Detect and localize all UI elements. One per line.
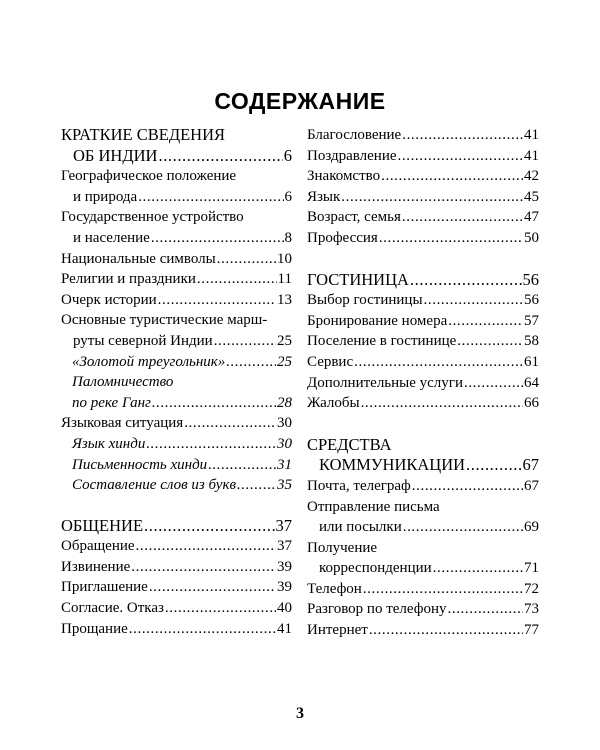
toc-entry-page: 66 [524, 395, 539, 412]
toc-entry-title: Географическое положение [61, 168, 237, 185]
toc-section-heading [61, 516, 292, 537]
toc-entry-title: Религии и праздники [61, 271, 196, 288]
dot-leader [457, 331, 523, 352]
toc-entry-page: 41 [524, 147, 539, 164]
dot-leader [412, 476, 523, 497]
toc-entry-line [307, 146, 539, 167]
toc-entry [307, 146, 539, 167]
toc-entry-title: Языковая ситуация [61, 415, 184, 432]
toc-entry-line [307, 558, 539, 579]
toc-entry-title: ОБЩЕНИЕ [61, 515, 144, 535]
toc-entry [61, 269, 292, 290]
toc-entry-page: 30 [277, 435, 292, 452]
toc-entry [307, 476, 539, 497]
section-spacer [307, 249, 539, 270]
toc-entry [307, 290, 539, 311]
toc-section-heading [307, 270, 539, 291]
toc-entry-line [61, 249, 292, 270]
toc-entry-page: 45 [524, 188, 539, 205]
toc-entry-page: 71 [524, 560, 539, 577]
toc-entry-page: 30 [277, 415, 292, 432]
dot-leader [398, 146, 523, 167]
toc-entry-line [307, 187, 539, 208]
dot-leader [158, 290, 276, 311]
toc-entry-title: Язык хинди [72, 435, 146, 452]
toc-entry [61, 249, 292, 270]
toc-entry-line [61, 393, 292, 414]
dot-leader [226, 352, 276, 373]
toc-entry-line [61, 598, 292, 619]
toc-entry-line [61, 310, 292, 331]
toc-entry [307, 599, 539, 620]
toc-entry-title: Знакомство [307, 168, 381, 185]
toc-entry [61, 290, 292, 311]
toc-entry-line [307, 125, 539, 146]
toc-entry-page: 42 [524, 168, 539, 185]
toc-entry [61, 207, 292, 248]
toc-entry-line [307, 228, 539, 249]
toc-right-column [307, 125, 539, 641]
toc-entry-line [307, 579, 539, 600]
toc-entry-line [307, 352, 539, 373]
dot-leader [466, 455, 521, 476]
toc-entry-page: 25 [277, 332, 292, 349]
toc-entry-title: Национальные символы [61, 250, 216, 267]
toc-entry-line [307, 331, 539, 352]
toc-entry-title: Согласие. Отказ [61, 600, 164, 617]
toc-entry [307, 393, 539, 414]
toc-entry-line [61, 475, 292, 496]
dot-leader [146, 434, 276, 455]
toc-entry [61, 577, 292, 598]
dot-leader [464, 373, 523, 394]
dot-leader [136, 536, 276, 557]
toc-entry-line [61, 516, 292, 537]
toc-entry-line [307, 207, 539, 228]
dot-leader [237, 475, 276, 496]
toc-entry [61, 352, 292, 373]
toc-entry-title: Выбор гостиницы [307, 292, 423, 309]
dot-leader [341, 187, 523, 208]
dot-leader [151, 228, 284, 249]
dot-leader [402, 207, 523, 228]
toc-entry-line [61, 187, 292, 208]
toc-entry-title: Профессия [307, 229, 378, 246]
toc-entry-page: 58 [524, 333, 539, 350]
toc-entry-page: 47 [524, 209, 539, 226]
dot-leader [144, 516, 274, 537]
toc-entry-page: 39 [277, 579, 292, 596]
toc-entry-line [307, 373, 539, 394]
toc-entry-title: Государственное устройство [61, 209, 244, 226]
dot-leader [361, 393, 523, 414]
toc-entry-title: Извинение [61, 558, 131, 575]
toc-entry-title: Письменность хинди [72, 456, 208, 473]
toc-entry-line [61, 536, 292, 557]
toc-entry-line [61, 372, 292, 393]
toc-entry [61, 536, 292, 557]
toc-entry-title: Язык [307, 188, 341, 205]
toc-entry-line [61, 146, 292, 167]
toc-entry-title: Сервис [307, 353, 354, 370]
toc-entry-title: ОБ ИНДИИ [73, 145, 158, 165]
toc-entry-page: 35 [277, 477, 292, 494]
toc-entry-page: 72 [524, 580, 539, 597]
toc-entry-line [307, 270, 539, 291]
toc-entry-line [61, 228, 292, 249]
toc-entry [61, 372, 292, 413]
dot-leader [197, 269, 277, 290]
toc-entry-page: 37 [277, 538, 292, 555]
toc-entry-line [307, 435, 539, 456]
toc-entry-page: 67 [522, 455, 539, 475]
toc-entry-line [61, 455, 292, 476]
toc-entry-line [61, 290, 292, 311]
toc-entry-title: Поселение в гостинице [307, 333, 457, 350]
toc-entry-page: 39 [277, 558, 292, 575]
dot-leader [433, 558, 523, 579]
toc-entry-title: Интернет [307, 622, 368, 639]
toc-entry-title: Приглашение [61, 579, 148, 596]
toc-entry-line [307, 311, 539, 332]
dot-leader [381, 166, 523, 187]
dot-leader [138, 187, 283, 208]
toc-entry [307, 331, 539, 352]
toc-entry-line [61, 557, 292, 578]
toc-entry [307, 538, 539, 579]
dot-leader [214, 331, 276, 352]
toc-entry [307, 373, 539, 394]
toc-entry-page: 11 [277, 271, 292, 288]
toc-entry-title: Основные туристические марш- [61, 312, 268, 329]
toc-entry-page: 61 [524, 353, 539, 370]
toc-entry-title: Паломничество [72, 374, 174, 391]
toc-entry-line [61, 125, 292, 146]
toc-entry-line [61, 619, 292, 640]
toc-entry-title: Возраст, семья [307, 209, 401, 226]
toc-entry-line [61, 331, 292, 352]
toc-entry-page: 64 [524, 374, 539, 391]
toc-entry-line [307, 476, 539, 497]
dot-leader [131, 557, 276, 578]
toc-entry-title: Почта, телеграф [307, 477, 411, 494]
toc-entry-page: 37 [275, 515, 292, 535]
toc-entry-line [61, 577, 292, 598]
toc-entry-line [307, 517, 539, 538]
toc-entry-title: Очерк истории [61, 291, 157, 308]
toc-entry-title: Телефон [307, 580, 362, 597]
toc-entry-page: 41 [524, 127, 539, 143]
toc-entry-line [307, 290, 539, 311]
toc-entry-title: Благословение [307, 127, 402, 143]
toc-entry-page: 77 [524, 622, 539, 639]
toc-entry-line [61, 207, 292, 228]
toc-entry-page: 57 [524, 312, 539, 329]
toc-entry-page: 41 [277, 620, 292, 637]
toc-entry-line [307, 497, 539, 518]
dot-leader [158, 146, 282, 167]
dot-leader [424, 290, 523, 311]
section-spacer [61, 496, 292, 516]
toc-entry [307, 166, 539, 187]
dot-leader [354, 352, 523, 373]
dot-leader [448, 311, 523, 332]
toc-entry-line [307, 599, 539, 620]
toc-entry-title: Составление слов из букв [72, 477, 236, 494]
dot-leader [152, 393, 276, 414]
section-spacer [307, 414, 539, 435]
toc-section-heading [307, 435, 539, 476]
toc-entry-title: и природа [73, 188, 138, 205]
toc-entry-page: 56 [522, 269, 539, 289]
toc-entry-title: СРЕДСТВА [307, 434, 392, 454]
toc-entry-line [307, 538, 539, 559]
page-title: СОДЕРЖАНИЕ [214, 88, 386, 114]
toc-entry-page: 50 [524, 229, 539, 246]
toc-entry [61, 166, 292, 207]
toc-entry-title: корреспонденции [319, 560, 432, 577]
dot-leader [129, 619, 276, 640]
toc-entry-title: по реке Ганг [72, 394, 151, 411]
dot-leader [410, 270, 522, 291]
toc-entry [61, 413, 292, 434]
dot-leader [165, 598, 276, 619]
toc-entry [61, 455, 292, 476]
toc-entry-title: Бронирование номера [307, 312, 448, 329]
toc-entry-page: 6 [283, 145, 292, 165]
toc-entry-line [61, 352, 292, 373]
toc-entry [307, 228, 539, 249]
toc-entry [307, 620, 539, 641]
toc-entry-page: 28 [277, 394, 292, 411]
toc-entry [61, 310, 292, 351]
toc-left-column [61, 125, 292, 639]
toc-entry [61, 619, 292, 640]
toc-entry-title: Обращение [61, 538, 135, 555]
toc-entry-page: 40 [277, 600, 292, 617]
toc-entry-title: Отправление письма [307, 498, 440, 515]
toc-entry-title: КОММУНИКАЦИИ [319, 455, 466, 475]
toc-entry-page: 10 [277, 250, 292, 267]
toc-entry-title: Разговор по телефону [307, 601, 447, 618]
toc-entry-title: «Золотой треугольник» [72, 353, 226, 370]
toc-entry-line [61, 434, 292, 455]
toc-entry [307, 125, 539, 146]
dot-leader [402, 125, 523, 146]
toc-entry [307, 187, 539, 208]
dot-leader [217, 249, 276, 270]
toc-entry-page: 31 [277, 456, 292, 473]
dot-leader [363, 579, 523, 600]
toc-entry-line [307, 393, 539, 414]
toc-entry-title: Прощание [61, 620, 128, 637]
toc-entry [61, 434, 292, 455]
toc-entry-title: КРАТКИЕ СВЕДЕНИЯ [61, 125, 226, 144]
toc-entry-page: 67 [524, 477, 539, 494]
page-number: 3 [296, 705, 304, 722]
toc-entry-page: 25 [277, 353, 292, 370]
toc-entry [307, 579, 539, 600]
dot-leader [369, 620, 523, 641]
toc-entry-line [61, 413, 292, 434]
dot-leader [208, 455, 276, 476]
toc-entry-line [307, 620, 539, 641]
toc-entry-title: руты северной Индии [73, 332, 213, 349]
toc-entry-title: Жалобы [307, 395, 360, 412]
toc-entry-page: 73 [524, 601, 539, 618]
dot-leader [379, 228, 523, 249]
toc-entry-page: 6 [284, 188, 292, 205]
toc-section-heading [61, 125, 292, 166]
toc-entry-line [307, 455, 539, 476]
toc-entry-title: Получение [307, 539, 378, 556]
dot-leader [184, 413, 276, 434]
toc-entry [307, 311, 539, 332]
toc-entry-title: или посылки [319, 519, 402, 536]
toc-entry [307, 352, 539, 373]
toc-entry [61, 557, 292, 578]
toc-entry [307, 497, 539, 538]
toc-entry [307, 207, 539, 228]
toc-entry-line [61, 269, 292, 290]
toc-entry-title: ГОСТИНИЦА [307, 269, 409, 289]
dot-leader [448, 599, 524, 620]
dot-leader [149, 577, 276, 598]
dot-leader [403, 517, 523, 538]
toc-entry-page: 56 [524, 292, 539, 309]
toc-entry [61, 598, 292, 619]
toc-entry-title: Дополнительные услуги [307, 374, 463, 391]
toc-entry-line [61, 166, 292, 187]
toc-entry-title: и население [73, 229, 150, 246]
toc-entry-page: 69 [524, 519, 539, 536]
toc-entry-line [307, 166, 539, 187]
toc-entry-page: 13 [277, 291, 292, 308]
toc-entry-page: 8 [284, 229, 292, 246]
toc-entry-title: Поздравление [307, 147, 397, 164]
toc-entry [61, 475, 292, 496]
